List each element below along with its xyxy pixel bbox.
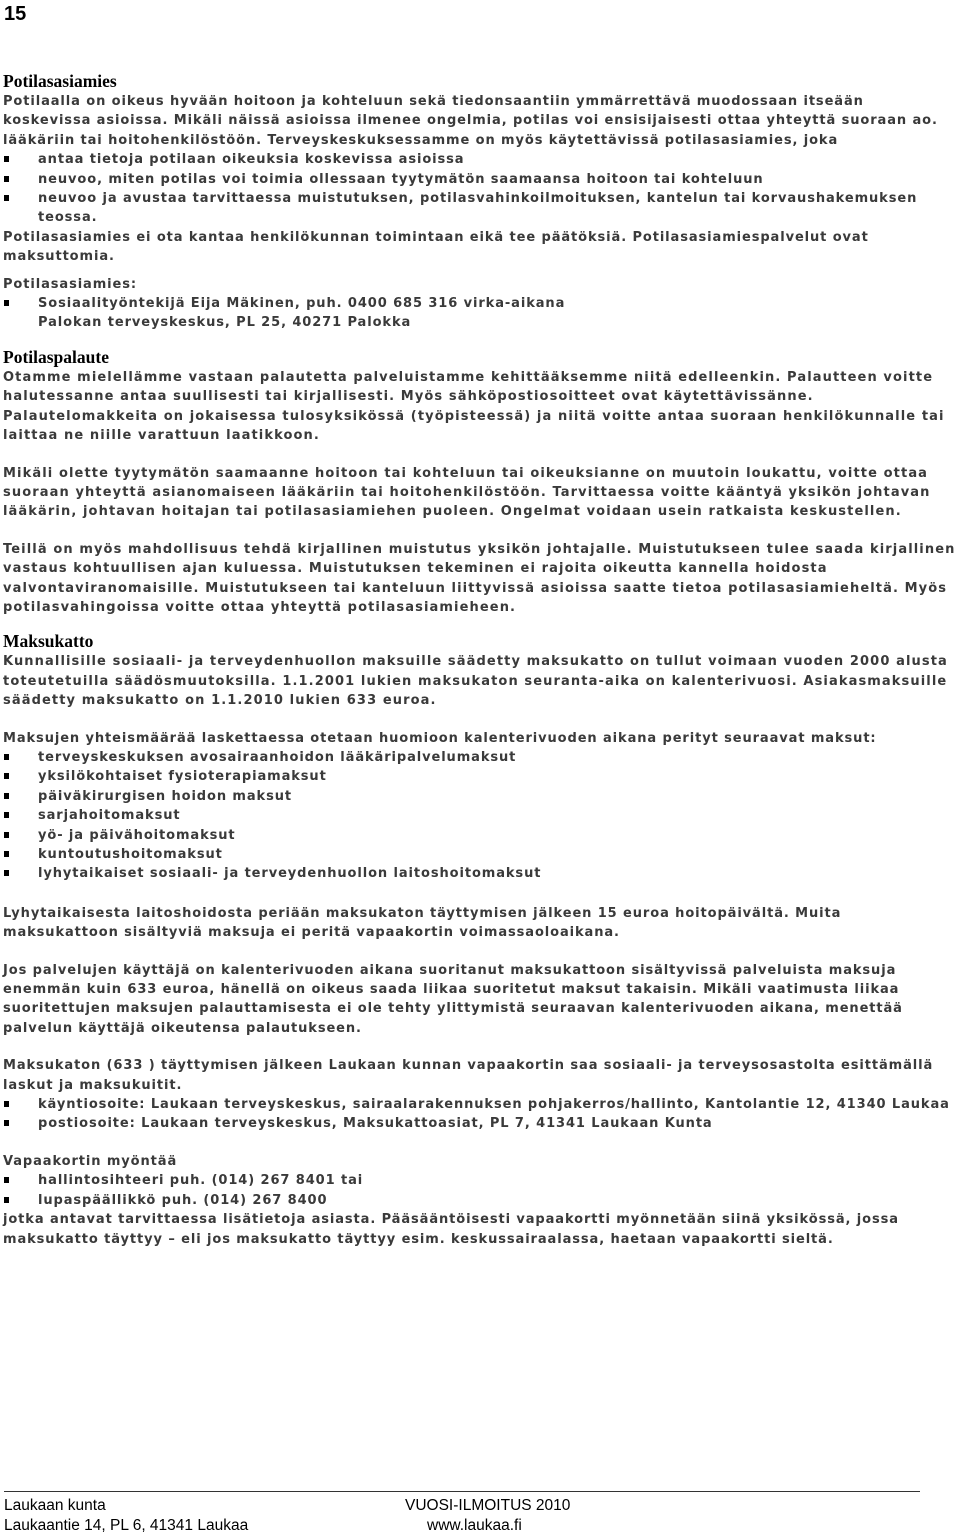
footer-web-link[interactable]: www.laukaa.fi bbox=[427, 1517, 522, 1534]
potilasasiamies-duties-list bbox=[3, 150, 956, 228]
maksukatto-paragraph-4: Jos palvelujen käyttäjä on kalenterivuoden aikana suoritanut maksukattoon sisältyvissä palveluista maksuja enemmän kuin 633 euroa, hänellä on oikeus saada liikaa suoritetut maksut takaisin. Mikäli vaatimusta liikaa suoritettujen maksujen palauttamisesta ei ole tehty ylittymistä seuraavan kalenterivuoden aikana, menettää palvelun käyttäjä oikeutensa palautukseen. bbox=[3, 962, 903, 1036]
list-item: postiosoite: Laukaan terveyskeskus, Maksukattoasiat, PL 7, 41341 Laukaan Kunta bbox=[3, 1114, 956, 1133]
vapaakortti-list bbox=[3, 1171, 956, 1210]
potilaspalaute-paragraph-1: Otamme mielellämme vastaan palautetta palveluistamme kehittääksemme niitä edelleenkin. Palautteen voitte halutessanne antaa suullisesti tai kirjallisesti. Myös sähköpostiosoitteet ovat käytettävissänne. Palautelomakkeita on jokaisessa tulosyksikössä (työpisteessä) ja niitä voitte antaa suoraan henkilökunnalle tai laittaa ne niille varattuun laatikkoon. bbox=[3, 369, 945, 444]
list-item: käyntiosoite: Laukaan terveyskeskus, sairaalarakennuksen pohjakerros/hallinto, Kantolantie 12, 41340 Laukaa bbox=[3, 1095, 956, 1114]
list-item: kuntoutushoitomaksut bbox=[3, 845, 956, 864]
vapaakortti-label: Vapaakortin myöntää bbox=[3, 1153, 178, 1169]
maksukatto-paragraph-1: Kunnallisille sosiaali- ja terveydenhuollon maksuille säädetty maksukatto on tullut voimaan vuoden 2000 alusta toteutetuilla säädösmuutoksilla. 1.1.2001 lukien maksukaton seuranta-aika on kalenterivuosi. Asiakasmaksuille säädetty maksukatto on 1.1.2010 lukien 633 euroa. bbox=[3, 654, 948, 709]
heading-potilasasiamies: Potilasasiamies bbox=[3, 71, 117, 91]
address-list bbox=[3, 1095, 956, 1134]
list-item: neuvoo ja avustaa tarvittaessa muistutuksen, potilasvahinkoilmoituksen, kantelun tai korvaushakemuksen teossa. bbox=[3, 189, 956, 228]
list-item: yksilökohtaiset fysioterapiamaksut bbox=[3, 767, 956, 786]
contact-address: Palokan terveyskeskus, PL 25, 40271 Palokka bbox=[38, 315, 412, 331]
list-item: sarjahoitomaksut bbox=[3, 806, 956, 825]
potilasasiamies-note: Potilasasiamies ei ota kantaa henkilökunnan toimintaan eikä tee päätöksiä. Potilasasiamiespalvelut ovat maksuttomia. bbox=[3, 229, 869, 265]
footer-divider bbox=[4, 1491, 920, 1492]
footer-left bbox=[4, 1496, 248, 1536]
list-item: antaa tietoja potilaan oikeuksia koskevissa asioissa bbox=[3, 150, 956, 169]
contact-person: Sosiaalityöntekijä Eija Mäkinen, puh. 0400 685 316 virka-aikana bbox=[3, 294, 956, 313]
list-item: neuvoo, miten potilas voi toimia ollessaan tyytymätön saamaansa hoitoon tai kohteluun bbox=[3, 170, 956, 189]
contact-list bbox=[3, 294, 956, 333]
list-item: hallintosihteeri puh. (014) 267 8401 tai bbox=[3, 1171, 956, 1190]
maksukatto-paragraph-6: jotka antavat tarvittaessa lisätietoja asiasta. Pääsääntöisesti vapaakortti myönnetään siinä yksikössä, jossa maksukatto täyttyy – eli jos maksukatto täyttyy esim. keskussairaalassa, haetaan vapaakortti sieltä. bbox=[3, 1212, 899, 1247]
potilaspalaute-paragraph-2: Mikäli olette tyytymätön saamaanne hoitoon tai kohteluun tai oikeuksianne on muutoin loukattu, voitte ottaa suoraan yhteyttä asianomaiseen lääkäriin tai hoitohenkilöstöön. Tarvittaessa voitte kääntyä yksikön johtavan lääkärin, johtavan hoitajan tai potilasasiamiehen puoleen. Ongelmat voidaan usein ratkaista keskustellen. bbox=[3, 465, 931, 520]
maksukatto-paragraph-2: Maksujen yhteismäärää laskettaessa otetaan huomioon kalenterivuoden aikana perityt seuraavat maksut: bbox=[3, 730, 877, 746]
document-body bbox=[3, 71, 956, 1249]
heading-maksukatto: Maksukatto bbox=[3, 631, 94, 652]
list-item: terveyskeskuksen avosairaanhoidon lääkäripalvelumaksut bbox=[3, 748, 956, 767]
footer-address: Laukaantie 14, PL 6, 41341 Laukaa bbox=[4, 1517, 249, 1534]
list-item: yö- ja päivähoitomaksut bbox=[3, 826, 956, 845]
fees-list bbox=[3, 748, 956, 884]
footer-report: VUOSI-ILMOITUS 2010 bbox=[405, 1497, 571, 1514]
page-number: 15 bbox=[4, 3, 27, 25]
footer-right bbox=[405, 1496, 570, 1536]
maksukatto-paragraph-3: Lyhytaikaisesta laitoshoidosta periään maksukaton täyttymisen jälkeen 15 euroa hoitopäivältä. Muita maksukattoon sisältyviä maksuja ei peritä vapaakortin voimassaoloaikana. bbox=[3, 905, 842, 941]
potilaspalaute-paragraph-3: Teillä on myös mahdollisuus tehdä kirjallinen muistutus yksikön johtajalle. Muistutukseen tulee saada kirjallinen vastaus kohtuullisen ajan kuluessa. Muistutuksen tekeminen ei rajoita oikeutta kannella hoidosta valvontaviranomaisille. Muistutukseen tai kanteluun liittyvissä asioissa saatte tietoa potilasasiamieheltä. Myös potilasvahingoissa voitte ottaa yhteyttä potilasasiamieheen. bbox=[3, 541, 956, 615]
heading-potilaspalaute: Potilaspalaute bbox=[3, 346, 109, 367]
contact-label: Potilasasiamies: bbox=[3, 276, 137, 292]
list-item: lyhytaikaiset sosiaali- ja terveydenhuollon laitoshoitomaksut bbox=[3, 864, 956, 883]
footer-org: Laukaan kunta bbox=[4, 1497, 106, 1514]
list-item: lupaspäällikkö puh. (014) 267 8400 bbox=[3, 1191, 956, 1210]
potilasasiamies-intro: Potilaalla on oikeus hyvään hoitoon ja kohteluun sekä tiedonsaantiin ymmärrettävä muodossaan itseään koskevissa asioissa. Mikäli näissä asioissa ilmenee ongelmia, potilas voi ensisijaisesti ottaa yhteyttä suoraan ao. lääkäriin tai hoitohenkilöstöön. Terveyskeskuksessamme on myös käytettävissä potilasasiamies, joka bbox=[3, 94, 938, 148]
list-item: päiväkirurgisen hoidon maksut bbox=[3, 787, 956, 806]
maksukatto-paragraph-5: Maksukaton (633 ) täyttymisen jälkeen Laukaan kunnan vapaakortin saa sosiaali- ja terveysosastolta esittämällä laskut ja maksukuitit. bbox=[3, 1058, 934, 1093]
